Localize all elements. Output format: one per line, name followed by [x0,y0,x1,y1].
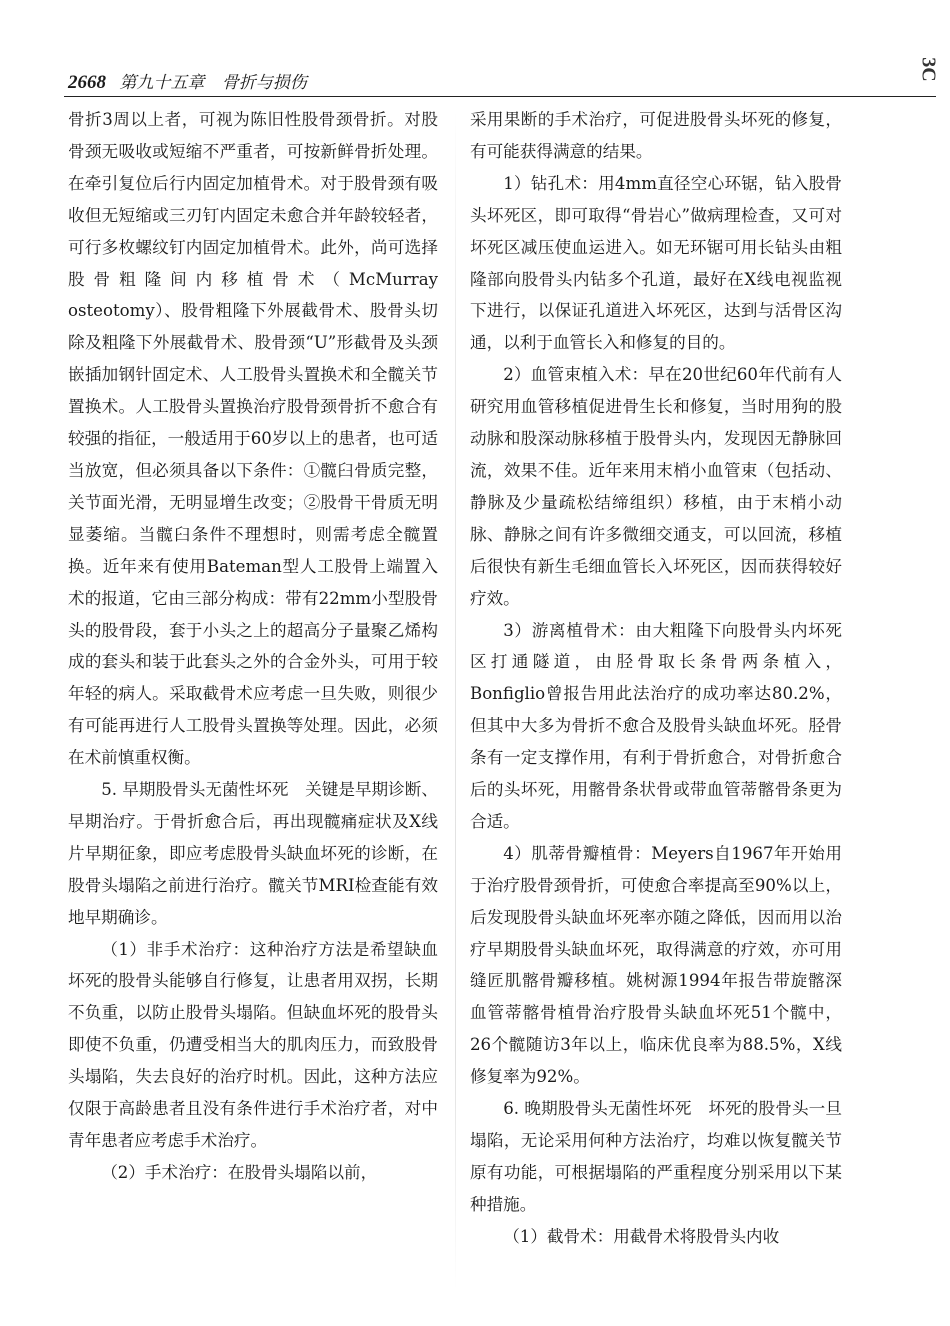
left-column [68,104,438,1189]
page-number: 2668 [68,72,106,93]
paragraph: （1）非手术治疗：这种治疗方法是希望缺血坏死的股骨头能够自行修复，让患者用双拐，长期不负重，以防止股骨头塌陷。但缺血坏死的股骨头即使不负重，仍遭受相当大的肌肉压力，而致股骨头塌陷，失去良好的治疗时机。因此，这种方法应仅限于高龄患者且没有条件进行手术治疗者，对中青年患者应考虑手术治疗。 [68,939,438,1150]
paragraph: 5. 早期股骨头无菌性坏死 关键是早期诊断、早期治疗。于骨折愈合后，再出现髋痛症状及X线片早期征象，即应考虑股骨头缺血坏死的诊断，在股骨头塌陷之前进行治疗。髋关节MRI检查能有效地早期确诊。 [68,780,438,927]
paragraph: 采用果断的手术治疗，可促进股骨头坏死的修复，有可能获得满意的结果。 [470,110,842,161]
paragraph: 3）游离植骨术：由大粗隆下向股骨头内坏死区打通隧道，由胫骨取长条骨两条植入，Bonfiglio曾报告用此法治疗的成功率达80.2%，但其中大多为骨折不愈合及股骨头缺血坏死。胫骨条有一定支撑作用，有利于骨折愈合，对骨折愈合后的头坏死，用髂骨条状骨或带血管蒂髂骨条更为合适。 [470,620,842,831]
paragraph: 6. 晚期股骨头无菌性坏死 坏死的股骨头一旦塌陷，无论采用何种方法治疗，均难以恢复髋关节原有功能，可根据塌陷的严重程度分别采用以下某种措施。 [470,1099,842,1214]
paragraph: （1）截骨术：用截骨术将股骨头内收 [503,1226,780,1246]
paragraph: 骨折3周以上者，可视为陈旧性股骨颈骨折。对股骨颈无吸收或短缩不严重者，可按新鲜骨折处理。在牵引复位后行内固定加植骨术。对于股骨颈有吸收但无短缩或三刃钉内固定未愈合并年龄较轻者，可行多枚螺纹钉内固定加植骨术。此外，尚可选择股骨粗隆间内移植骨术（McMurray osteotomy）、股骨粗隆下外展截骨术、股骨头切除及粗隆下外展截骨术、股骨颈“U”形截骨及头颈嵌插加钢针固定术、人工股骨头置换术和全髋关节置换术。人工股骨头置换治疗股骨颈骨折不愈合有较强的指征，一般适用于60岁以上的患者，也可适当放宽，但必须具备以下条件：①髋臼骨质完整，关节面光滑，无明显增生改变；②股骨干骨质无明显萎缩。当髋臼条件不理想时，则需考虑全髋置换。近年来有使用Bateman型人工股骨上端置入术的报道，它由三部分构成：带有22mm小型股骨头的股骨段，套于小头之上的超高分子量聚乙烯构成的套头和装于此套头之外的合金外头，可用于较年轻的病人。采取截骨术应考虑一旦失败，则很少有可能再进行人工股骨头置换等处理。因此，必须在术前慎重权衡。 [68,110,438,768]
right-column [470,104,842,1253]
page-fold-shadow [455,110,456,1290]
paragraph: （2）手术治疗：在股骨头塌陷以前， [101,1162,378,1182]
paragraph: 4）肌蒂骨瓣植骨：Meyers自1967年开始用于治疗股骨颈骨折，可使愈合率提高至90%以上，后发现股骨头缺血坏死率亦随之降低，因而用以治疗早期股骨头缺血坏死，取得满意的疗效，亦可用缝匠肌髂骨瓣移植。姚树源1994年报告带旋髂深血管蒂髂骨植骨治疗股骨头缺血坏死51个髋中，26个髋随访3年以上，临床优良率为88.5%，X线修复率为92%。 [470,843,842,1087]
chapter-title: 骨折与损伤 [221,73,307,93]
running-header [68,68,307,94]
paragraph: 1）钻孔术：用4mm直径空心环锯，钻入股骨头坏死区，即可取得“骨岩心”做病理检查，又可对坏死区减压使血运进入。如无环锯可用长钻头由粗隆部向股骨头内钻多个孔道，最好在X线电视监视下进行，以保证孔道进入坏死区，达到与活骨区沟通，以利于血管长入和修复的目的。 [470,173,842,353]
paragraph: 2）血管束植入术：早在20世纪60年代前有人研究用血管移植促进骨生长和修复，当时用狗的股动脉和股深动脉移植于股骨头内，发现因无静脉回流，效果不佳。近年来用末梢小血管束（包括动、静脉及少量疏松结缔组织）移植，由于末梢小动脉、静脉之间有许多微细交通支，可以回流，移植后很快有新生毛细血管长入坏死区，因而获得较好疗效。 [470,365,842,608]
chapter-label: 第九十五章 [119,73,205,93]
header-rule [64,96,936,97]
page-edge-mark: 3C [917,57,940,82]
